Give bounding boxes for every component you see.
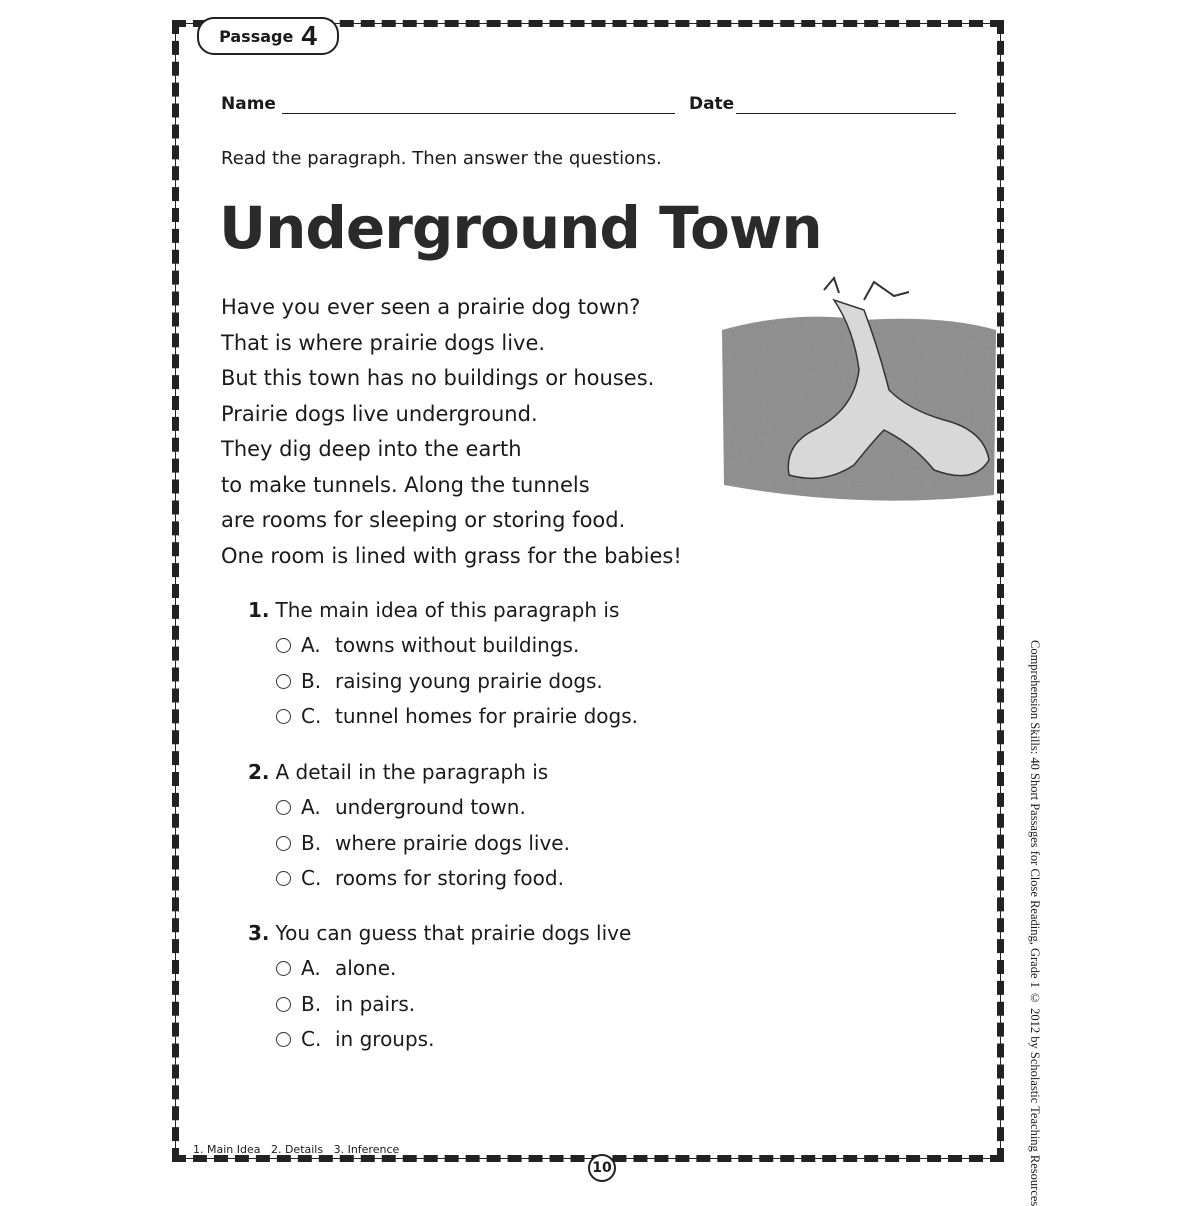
- answer-option[interactable]: [276, 790, 570, 826]
- copyright: Comprehension Skills: 40 Short Passages for Close Reading, Grade 1 © 2012 by Scholastic Teaching Resources: [1028, 640, 1042, 1206]
- page-number: 10: [588, 1154, 616, 1182]
- option-text: underground town.: [335, 795, 526, 819]
- radio-bubble-icon[interactable]: [276, 638, 291, 653]
- paragraph-line: to make tunnels. Along the tunnels: [221, 472, 590, 497]
- paragraph-line: They dig deep into the earth: [221, 437, 522, 461]
- paragraph-line: That is where prairie dogs live.: [221, 330, 546, 355]
- question-number: 1.: [248, 598, 270, 622]
- paragraph-line: But this town has no buildings or houses.: [221, 366, 655, 390]
- answer-option[interactable]: [276, 861, 570, 897]
- answer-option[interactable]: [276, 664, 638, 700]
- answer-option[interactable]: [276, 987, 631, 1023]
- prairie-dog-tunnel-illustration: [714, 270, 999, 515]
- paragraph-line: Prairie dogs live underground.: [221, 401, 538, 426]
- radio-bubble-icon[interactable]: [276, 1032, 291, 1047]
- radio-bubble-icon[interactable]: [276, 674, 291, 689]
- date-label: Date: [688, 94, 735, 114]
- passage-word: Passage: [219, 26, 294, 46]
- answer-option[interactable]: [276, 951, 631, 987]
- option-letter: B.: [301, 668, 322, 693]
- question-number: 2.: [248, 760, 270, 784]
- radio-bubble-icon[interactable]: [276, 836, 291, 851]
- answer-option[interactable]: [276, 628, 638, 664]
- question-stem: The main idea of this paragraph is: [275, 598, 620, 622]
- radio-bubble-icon[interactable]: [276, 709, 291, 724]
- option-letter: A.: [301, 956, 321, 980]
- name-field[interactable]: [282, 95, 675, 114]
- paragraph-line: are rooms for sleeping or storing food.: [221, 508, 626, 532]
- radio-bubble-icon[interactable]: [276, 997, 291, 1012]
- option-letter: A.: [301, 795, 321, 819]
- skills-footer: 1. Main Idea 2. Details 3. Inference: [193, 1143, 400, 1156]
- page-title: Underground Town: [219, 194, 822, 262]
- option-letter: C.: [301, 866, 322, 890]
- radio-bubble-icon[interactable]: [276, 961, 291, 976]
- paragraph: [221, 290, 682, 574]
- option-text: rooms for storing food.: [335, 866, 564, 890]
- option-text: towns without buildings.: [335, 633, 580, 657]
- option-letter: A.: [301, 633, 321, 657]
- passage-label: [197, 17, 339, 55]
- passage-number: 4: [301, 20, 317, 51]
- option-text: raising young prairie dogs.: [335, 668, 603, 693]
- option-letter: C.: [301, 1027, 322, 1051]
- option-letter: B.: [301, 830, 322, 855]
- instructions: Read the paragraph. Then answer the questions.: [221, 148, 662, 169]
- answer-option[interactable]: [276, 826, 570, 862]
- option-text: where prairie dogs live.: [335, 830, 570, 855]
- name-label: Name: [221, 94, 276, 114]
- answer-option[interactable]: [276, 699, 638, 735]
- option-text: tunnel homes for prairie dogs.: [335, 704, 638, 728]
- radio-bubble-icon[interactable]: [276, 871, 291, 886]
- question: [248, 915, 631, 1058]
- question: [248, 754, 570, 897]
- option-letter: B.: [301, 991, 322, 1016]
- option-letter: C.: [301, 704, 322, 728]
- radio-bubble-icon[interactable]: [276, 800, 291, 815]
- option-text: in groups.: [335, 1027, 435, 1051]
- option-text: alone.: [335, 956, 397, 980]
- question-stem: You can guess that prairie dogs live: [275, 921, 632, 945]
- question: [248, 592, 638, 735]
- option-text: in pairs.: [335, 991, 416, 1016]
- paragraph-line: One room is lined with grass for the babies!: [221, 543, 682, 568]
- question-number: 3.: [248, 921, 270, 945]
- answer-option[interactable]: [276, 1022, 631, 1058]
- paragraph-line: Have you ever seen a prairie dog town?: [221, 295, 641, 319]
- question-stem: A detail in the paragraph is: [275, 760, 549, 784]
- date-field[interactable]: [736, 95, 956, 114]
- name-date-row: [221, 94, 956, 114]
